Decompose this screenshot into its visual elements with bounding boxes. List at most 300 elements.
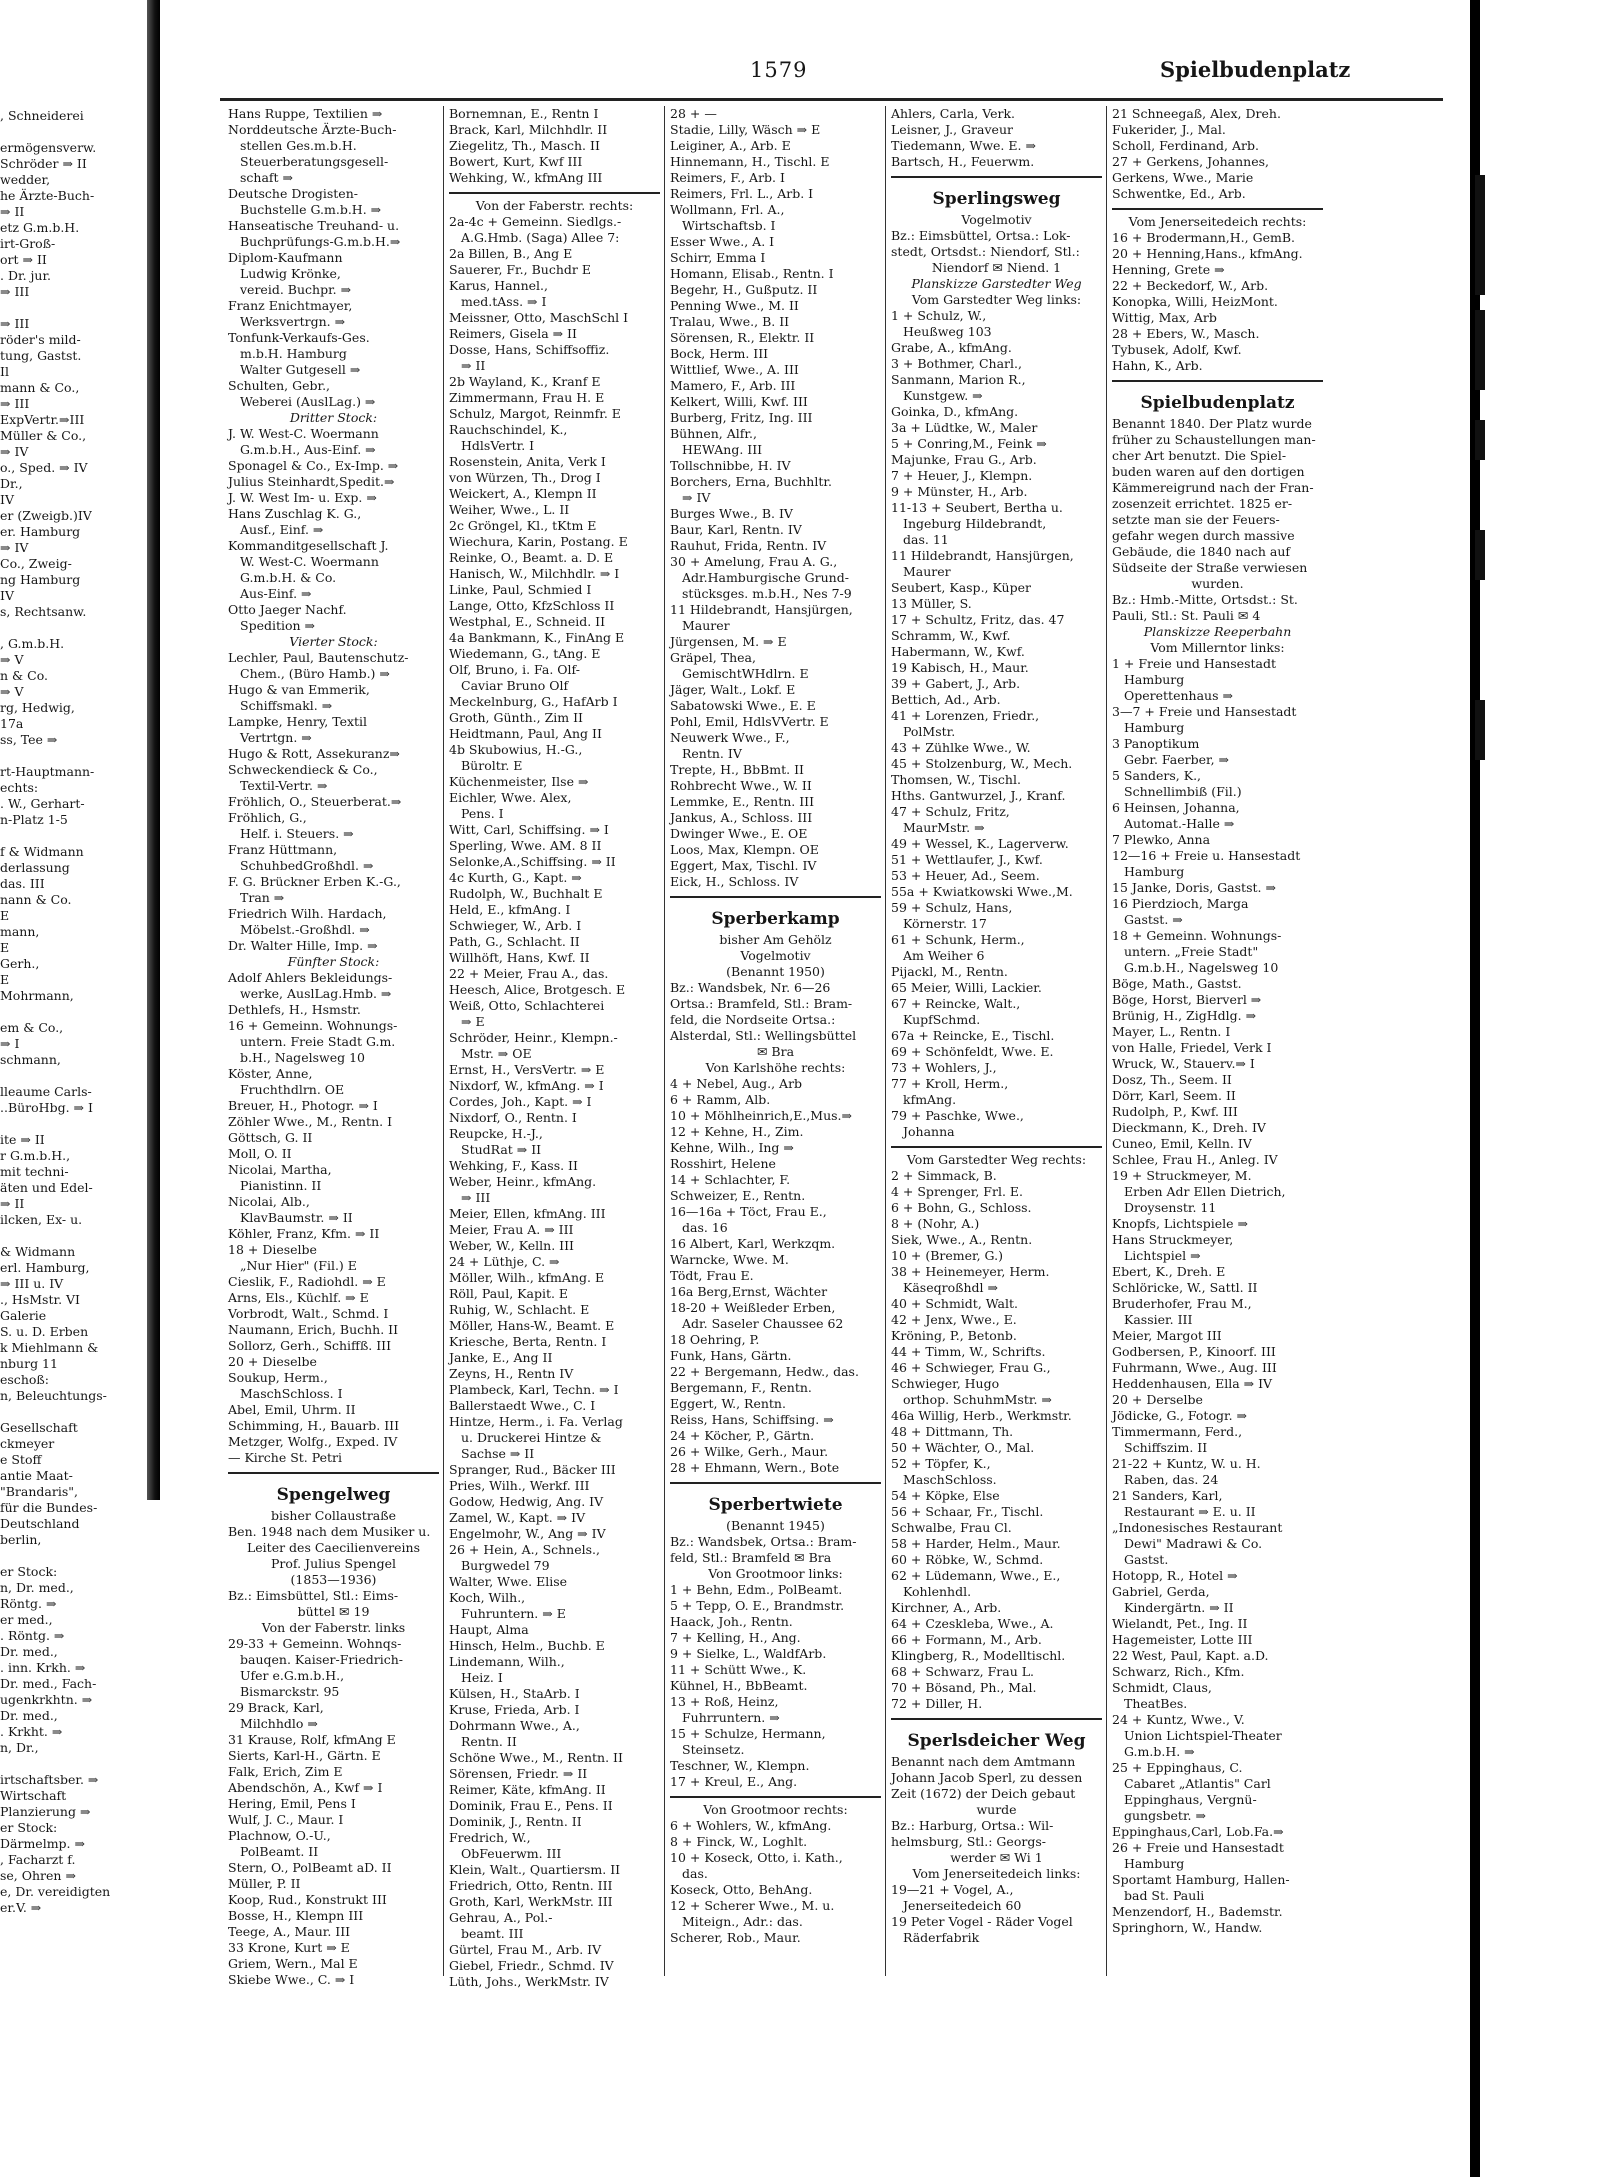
facing-page-fragment <box>0 0 160 1915</box>
directory-entry: Ebert, K., Dreh. E <box>1112 1264 1226 1279</box>
directory-entry: Eppinghaus, Vergnü- <box>1124 1792 1257 1807</box>
directory-entry: Maurer <box>682 618 730 633</box>
directory-entry: — Kirche St. Petri <box>228 1450 342 1465</box>
directory-entry: Johanna <box>903 1124 955 1139</box>
directory-entry: 28 + Ehmann, Wern., Bote <box>670 1460 840 1475</box>
directory-entry: Wruck, W., Stauerv.⇒ I <box>1112 1056 1255 1071</box>
directory-entry: 6 Heinsen, Johanna, <box>1112 800 1240 815</box>
page-edge-mark <box>1475 420 1485 460</box>
directory-column-5 <box>1112 106 1323 1976</box>
directory-entry: Pianistinn. II <box>240 1178 322 1193</box>
directory-entry: 5 + Tepp, O. E., Brandmstr. <box>670 1598 845 1613</box>
directory-entry: 3a + Lüdtke, W., Maler <box>891 420 1038 435</box>
directory-entry: Käseqroßhdl ⇒ <box>903 1280 998 1295</box>
directory-entry: das. 11 <box>903 532 949 547</box>
directory-entry: 12—16 + Freie u. Hansestadt <box>1112 848 1301 863</box>
directory-entry: Siek, Wwe., A., Rentn. <box>891 1232 1033 1247</box>
directory-entry: Hans Ruppe, Textilien ⇒ <box>228 106 383 121</box>
directory-entry: Meier, Margot III <box>1112 1328 1222 1343</box>
floor-heading: Dritter Stock: <box>289 410 378 425</box>
directory-entry: Johann Jacob Sperl, zu dessen <box>891 1770 1083 1785</box>
directory-entry: Koch, Wilh., <box>449 1590 526 1605</box>
directory-entry: Esser Wwe., A. I <box>670 234 775 249</box>
directory-entry: Fukerider, J., Mal. <box>1112 122 1226 137</box>
directory-entry: Ernst, H., VersVertr. ⇒ E <box>449 1062 605 1077</box>
directory-entry: Godow, Hedwig, Ang. IV <box>449 1494 604 1509</box>
facing-page-line: o., Sped. ⇒ IV <box>0 460 88 475</box>
directory-entry: früher zu Schaustellungen man- <box>1112 432 1316 447</box>
facing-page-line: echts: <box>0 780 39 795</box>
directory-entry: Tybusek, Adolf, Kwf. <box>1112 342 1242 357</box>
section-rule <box>228 1472 439 1474</box>
facing-page-line: mann & Co., <box>0 380 80 395</box>
directory-entry: Wehking, W., kfmAng III <box>449 170 603 185</box>
directory-entry: Adr. Saseler Chaussee 62 <box>682 1316 844 1331</box>
facing-page-line: n, Beleuchtungs- <box>0 1388 107 1403</box>
directory-entry: 14 + Schlachter, F. <box>670 1172 791 1187</box>
directory-entry: Wollmann, Frl. A., <box>670 202 785 217</box>
facing-page-line: k Miehlmann & <box>0 1340 99 1355</box>
directory-entry: Reimer, Käte, kfmAng. II <box>449 1782 606 1797</box>
floor-heading: Vierter Stock: <box>289 634 378 649</box>
directory-entry: Bühnen, Alfr., <box>670 426 757 441</box>
directory-entry: 26 + Hein, A., Schnels., <box>449 1542 600 1557</box>
facing-page-line: ckmeyer <box>0 1436 55 1451</box>
directory-entry: Majunke, Frau G., Arb. <box>891 452 1037 467</box>
facing-page-line: röder's mild- <box>0 332 81 347</box>
directory-entry: Steinsetz. <box>682 1742 745 1757</box>
directory-entry: 70 + Bösand, Ph., Mal. <box>891 1680 1037 1695</box>
directory-entry: Sierts, Karl-H., Gärtn. E <box>228 1748 381 1763</box>
section-rule <box>670 896 881 898</box>
directory-entry: 52 + Töpfer, K., <box>891 1456 991 1471</box>
directory-entry: Heddenhausen, Ella ⇒ IV <box>1112 1376 1273 1391</box>
directory-entry: Nixdorf, W., kfmAng. ⇒ I <box>449 1078 604 1093</box>
directory-entry: Dethlefs, H., Hsmstr. <box>228 1002 361 1017</box>
directory-entry: Räderfabrik <box>903 1930 980 1945</box>
facing-page-line: ⇒ V <box>0 652 24 667</box>
directory-entry: (Benannt 1945) <box>726 1518 825 1533</box>
facing-page-line: , G.m.b.H. <box>0 636 65 651</box>
directory-entry: Hanseatische Treuhand- u. <box>228 218 400 233</box>
directory-entry: 22 + Bergemann, Hedw., das. <box>670 1364 859 1379</box>
directory-entry: Weiher, Wwe., L. II <box>449 502 570 517</box>
directory-entry: Koseck, Otto, BehAng. <box>670 1882 813 1897</box>
directory-entry: Bz.: Wandsbek, Ortsa.: Bram- <box>670 1534 857 1549</box>
floor-heading: Planskizze Reeperbahn <box>1143 624 1292 639</box>
street-heading: Sperberkamp <box>711 909 840 929</box>
directory-entry: 24 + Köcher, P., Gärtn. <box>670 1428 815 1443</box>
directory-entry: Kelkert, Willi, Kwf. III <box>670 394 808 409</box>
directory-entry: 10 + Koseck, Otto, i. Kath., <box>670 1850 843 1865</box>
directory-entry: Pohl, Emil, HdlsVVertr. E <box>670 714 829 729</box>
facing-page-line: derlassung <box>0 860 70 875</box>
directory-entry: Warncke, Wwe. M. <box>670 1252 789 1267</box>
directory-entry: Gebr. Faerber, ⇒ <box>1124 752 1230 767</box>
directory-entry: Röll, Paul, Kapit. E <box>449 1286 569 1301</box>
directory-entry: gungsbetr. ⇒ <box>1124 1808 1206 1823</box>
facing-page-line: äten und Edel- <box>0 1180 93 1195</box>
directory-entry: Breuer, H., Photogr. ⇒ I <box>228 1098 378 1113</box>
directory-entry: Zimmermann, Frau H. E <box>449 390 605 405</box>
directory-entry: Hans Zuschlag K. G., <box>228 506 362 521</box>
directory-entry: Schramm, W., Kwf. <box>891 628 1011 643</box>
directory-entry: helmsburg, Stl.: Georgs- <box>891 1834 1046 1849</box>
directory-entry: Heesch, Alice, Brotgesch. E <box>449 982 626 997</box>
facing-page-line: mit techni- <box>0 1164 69 1179</box>
facing-page-line: Wirtschaft <box>0 1788 67 1803</box>
directory-entry: Lindemann, Wilh., <box>449 1654 565 1669</box>
directory-entry: Koop, Rud., Konstrukt III <box>228 1892 387 1907</box>
directory-entry: 13 Müller, S. <box>891 596 972 611</box>
directory-entry: Reimers, Gisela ⇒ II <box>449 326 577 341</box>
directory-entry: Springhorn, W., Handw. <box>1112 1920 1263 1935</box>
directory-entry: 61 + Schunk, Herm., <box>891 932 1025 947</box>
directory-entry: J. W. West-C. Woermann <box>228 426 379 441</box>
directory-entry: Witt, Carl, Schiffsing. ⇒ I <box>449 822 609 837</box>
directory-entry: Lange, Otto, KfzSchloss II <box>449 598 615 613</box>
directory-entry: Bettich, Ad., Arb. <box>891 692 1001 707</box>
directory-entry: Vom Garstedter Weg links: <box>911 292 1082 307</box>
facing-page-line: ermögensverw. <box>0 140 97 155</box>
directory-entry: 18-20 + Weißleder Erben, <box>670 1300 836 1315</box>
directory-entry: u. Druckerei Hintze & <box>461 1430 602 1445</box>
directory-entry: Sabatowski Wwe., E. E <box>670 698 816 713</box>
floor-heading: Planskizze Garstedter Weg <box>911 276 1082 291</box>
directory-entry: 60 + Röbke, W., Schmd. <box>891 1552 1044 1567</box>
directory-entry: gefahr wegen durch massive <box>1112 528 1295 543</box>
directory-entry: 17 + Kreul, E., Ang. <box>670 1774 798 1789</box>
directory-entry: ObFeuerwm. III <box>461 1846 562 1861</box>
directory-entry: Milchhdlo ⇒ <box>240 1716 318 1731</box>
section-rule <box>449 192 660 194</box>
directory-entry: 22 + Meier, Frau A., das. <box>449 966 609 981</box>
directory-entry: stücksges. m.b.H., Nes 7-9 <box>682 586 852 601</box>
directory-entry: Rohbrecht Wwe., W. II <box>670 778 812 793</box>
directory-entry: Müller, P. II <box>228 1876 301 1891</box>
directory-entry: Schmidt, Claus, <box>1112 1680 1212 1695</box>
directory-entry: Dieckmann, K., Dreh. IV <box>1112 1120 1266 1135</box>
directory-entry: Selonke,A.,Schiffsing. ⇒ II <box>449 854 616 869</box>
directory-entry: 33 Krone, Kurt ⇒ E <box>228 1940 350 1955</box>
directory-entry: von Halle, Friedel, Verk I <box>1112 1040 1272 1055</box>
directory-entry: das. 16 <box>682 1220 728 1235</box>
facing-page-line: he Ärzte-Buch- <box>0 188 95 203</box>
directory-entry: 2a-4c + Gemeinn. Siedlgs.- <box>449 214 622 229</box>
directory-entry: Weickert, A., Klempn II <box>449 486 597 501</box>
directory-entry: W. West-C. Woermann <box>240 554 379 569</box>
directory-entry: Gebäude, die 1840 nach auf <box>1112 544 1291 559</box>
directory-entry: 16 + Brodermann,H., GemB. <box>1112 230 1295 245</box>
directory-entry: Dosz, Th., Seem. II <box>1112 1072 1232 1087</box>
directory-entry: Leiter des Caecilienvereins <box>246 1540 420 1555</box>
directory-entry: Burges Wwe., B. IV <box>670 506 793 521</box>
directory-entry: 10 + Möhlheinrich,E.,Mus.⇒ <box>670 1108 852 1123</box>
facing-page-line: nann & Co. <box>0 892 72 907</box>
directory-entry: HEWAng. III <box>682 442 763 457</box>
directory-entry: 13 + Roß, Heinz, <box>670 1694 779 1709</box>
directory-entry: 26 + Wilke, Gerh., Maur. <box>670 1444 829 1459</box>
directory-entry: 12 + Scherer Wwe., M. u. <box>670 1898 835 1913</box>
directory-entry: 59 + Schulz, Hans, <box>891 900 1013 915</box>
directory-entry: Am Weiher 6 <box>903 948 985 963</box>
directory-entry: Sponagel & Co., Ex-Imp. ⇒ <box>228 458 399 473</box>
directory-entry: Baur, Karl, Rentn. IV <box>670 522 802 537</box>
directory-entry: Hans Struckmeyer, <box>1112 1232 1234 1247</box>
directory-entry: Heußweg 103 <box>903 324 992 339</box>
directory-entry: Hering, Emil, Pens I <box>228 1796 356 1811</box>
directory-entry: „Indonesisches Restaurant <box>1112 1520 1283 1535</box>
directory-entry: Caviar Bruno Olf <box>461 678 569 693</box>
street-heading: Sperbertwiete <box>708 1495 843 1515</box>
directory-entry: Ahlers, Carla, Verk. <box>891 106 1015 121</box>
directory-entry: Mstr. ⇒ OE <box>461 1046 532 1061</box>
facing-page-line: e Stoff <box>0 1452 42 1467</box>
directory-entry: G.m.b.H. ⇒ <box>1124 1744 1195 1759</box>
facing-page-line: Gerh., <box>0 956 40 971</box>
directory-entry: Zeyns, H., Rentn IV <box>449 1366 574 1381</box>
directory-entry: Hagemeister, Lotte III <box>1112 1632 1253 1647</box>
directory-entry: Wiedemann, G., tAng. E <box>449 646 601 661</box>
facing-page-line: r G.m.b.H., <box>0 1148 71 1163</box>
facing-page-line: ⇒ III <box>0 396 30 411</box>
directory-entry: 6 + Wohlers, W., kfmAng. <box>670 1818 832 1833</box>
directory-entry: 4a Bankmann, K., FinAng E <box>449 630 625 645</box>
facing-page-line: S. u. D. Erben <box>0 1324 89 1339</box>
directory-entry: 50 + Wächter, O., Mal. <box>891 1440 1035 1455</box>
directory-entry: Hinnemann, H., Tischl. E <box>670 154 830 169</box>
directory-entry: Westphal, E., Schneid. II <box>449 614 606 629</box>
directory-entry: Wittig, Max, Arb <box>1112 310 1217 325</box>
directory-entry: Begehr, H., Gußputz. II <box>670 282 818 297</box>
directory-entry: Von der Faberstr. rechts: <box>475 198 634 213</box>
directory-entry: ⇒ E <box>461 1014 485 1029</box>
directory-entry: Lechler, Paul, Bautenschutz- <box>228 650 409 665</box>
directory-entry: Vertrtgn. ⇒ <box>240 730 312 745</box>
street-heading: Sperlsdeicher Weg <box>907 1731 1086 1751</box>
directory-entry: Weber, Heinr., kfmAng. <box>449 1174 597 1189</box>
directory-entry: Zamel, W., Kapt. ⇒ IV <box>449 1510 586 1525</box>
page-edge-mark <box>1475 700 1485 760</box>
directory-entry: Möbelst.-Großhdl. ⇒ <box>240 922 370 937</box>
directory-entry: Knopfs, Lichtspiele ⇒ <box>1112 1216 1248 1231</box>
column-divider <box>664 106 665 1976</box>
directory-entry: Wehking, F., Kass. II <box>449 1158 578 1173</box>
section-rule <box>1112 208 1323 210</box>
directory-entry: bad St. Pauli <box>1124 1888 1205 1903</box>
directory-entry: Fuhrmann, Wwe., Aug. III <box>1112 1360 1277 1375</box>
directory-entry: Union Lichtspiel-Theater <box>1124 1728 1282 1743</box>
directory-entry: Kühnel, H., BbBeamt. <box>670 1678 808 1693</box>
directory-entry: Benannt 1840. Der Platz wurde <box>1112 416 1312 431</box>
directory-entry: 3—7 + Freie und Hansestadt <box>1112 704 1297 719</box>
directory-entry: 15 + Schulze, Hermann, <box>670 1726 826 1741</box>
facing-page-line: . W., Gerhart- <box>0 796 85 811</box>
directory-entry: Timmermann, Ferd., <box>1112 1424 1243 1439</box>
directory-entry: 2b Wayland, K., Kranf E <box>449 374 601 389</box>
directory-entry: Büroltr. E <box>461 758 523 773</box>
directory-entry: 58 + Harder, Helm., Maur. <box>891 1536 1061 1551</box>
facing-page-line: Müller & Co., <box>0 428 87 443</box>
directory-entry: Hinsch, Helm., Buchb. E <box>449 1638 605 1653</box>
directory-entry: SchuhbedGroßhdl. ⇒ <box>240 858 374 873</box>
directory-entry: Sanmann, Marion R., <box>891 372 1026 387</box>
directory-entry: Spranger, Rud., Bäcker III <box>449 1462 616 1477</box>
directory-entry: Rentn. IV <box>682 746 742 761</box>
directory-entry: Ballerstaedt Wwe., C. I <box>449 1398 596 1413</box>
directory-entry: Seubert, Kasp., Küper <box>891 580 1031 595</box>
directory-entry: Haupt, Alma <box>449 1622 529 1637</box>
directory-entry: 68 + Schwarz, Frau L. <box>891 1664 1034 1679</box>
directory-entry: KlavBaumstr. ⇒ II <box>240 1210 353 1225</box>
directory-entry: Jödicke, G., Fotogr. ⇒ <box>1112 1408 1248 1423</box>
directory-entry: 44 + Timm, W., Schrifts. <box>891 1344 1046 1359</box>
directory-entry: Textil-Vertr. ⇒ <box>240 778 328 793</box>
facing-page-line: , Schneiderei <box>0 108 84 123</box>
directory-entry: 41 + Lorenzen, Friedr., <box>891 708 1040 723</box>
directory-entry: MaschSchloss. <box>903 1472 997 1487</box>
directory-entry: 19 Kabisch, H., Maur. <box>891 660 1029 675</box>
directory-entry: Abel, Emil, Uhrm. II <box>228 1402 356 1417</box>
directory-entry: Godbersen, P., Kinoorf. III <box>1112 1344 1276 1359</box>
directory-entry: Rauchschindel, K., <box>449 422 568 437</box>
directory-entry: Cieslik, F., Radiohdl. ⇒ E <box>228 1274 386 1289</box>
facing-page-line: ⇒ V <box>0 684 24 699</box>
directory-entry: Schimming, H., Bauarb. III <box>228 1418 400 1433</box>
directory-entry: bisher Collaustraße <box>270 1508 396 1523</box>
directory-entry: Groth, Günth., Zim II <box>449 710 583 725</box>
directory-entry: 16 + Gemeinn. Wohnungs- <box>228 1018 398 1033</box>
directory-entry: Buchstelle G.m.b.H. ⇒ <box>240 202 382 217</box>
directory-entry: Schiffszim. II <box>1124 1440 1208 1455</box>
directory-entry: werder ✉ Wi 1 <box>950 1850 1043 1865</box>
directory-entry: G.m.b.H. & Co. <box>240 570 337 585</box>
directory-entry: Cabaret „Atlantis" Carl <box>1124 1776 1271 1791</box>
directory-entry: 4c Kurth, G., Kapt. ⇒ <box>449 870 582 885</box>
directory-entry: Hotopp, R., Hotel ⇒ <box>1112 1568 1238 1583</box>
section-rule <box>891 176 1102 178</box>
directory-entry: KupfSchmd. <box>903 1012 981 1027</box>
directory-entry: Wittlief, Wwe., A. III <box>670 362 799 377</box>
directory-entry: Dörr, Karl, Seem. II <box>1112 1088 1236 1103</box>
directory-entry: 62 + Lüdemann, Wwe., E., <box>891 1568 1061 1583</box>
directory-entry: „Nur Hier" (Fil.) E <box>240 1258 357 1273</box>
directory-entry: 17 + Schultz, Fritz, das. 47 <box>891 612 1065 627</box>
directory-entry: Gastst. <box>1124 1552 1169 1567</box>
directory-entry: PolBeamt. II <box>240 1844 319 1859</box>
facing-page-line: . inn. Krkh. ⇒ <box>0 1660 86 1675</box>
facing-page-line: Gesellschaft <box>0 1420 78 1435</box>
facing-page-line: lleaume Carls- <box>0 1084 92 1099</box>
facing-page-line: er. Hamburg <box>0 524 81 539</box>
directory-entry: (Benannt 1950) <box>726 964 825 979</box>
directory-entry: Lampke, Henry, Textil <box>228 714 368 729</box>
directory-entry: Schröder, Heinr., Klempn.- <box>449 1030 618 1045</box>
directory-entry: 8 + (Nohr, A.) <box>891 1216 980 1231</box>
directory-entry: Lemmke, E., Rentn. III <box>670 794 815 809</box>
directory-entry: Sollorz, Gerh., Schiffß. III <box>228 1338 392 1353</box>
directory-entry: Möller, Wilh., kfmAng. E <box>449 1270 605 1285</box>
directory-entry: Kassier. III <box>1124 1312 1193 1327</box>
directory-entry: Leiginer, A., Arb. E <box>670 138 791 153</box>
directory-entry: Weiß, Otto, Schlachterei <box>449 998 605 1013</box>
directory-entry: 19—21 + Vogel, A., <box>891 1882 1014 1897</box>
facing-page-line: "Brandaris", <box>0 1484 78 1499</box>
facing-page-line: ss, Tee ⇒ <box>0 732 58 747</box>
directory-entry: Hths. Gantwurzel, J., Kranf. <box>891 788 1066 803</box>
directory-entry: Goinka, D., kfmAng. <box>891 404 1019 419</box>
directory-entry: StudRat ⇒ II <box>461 1142 542 1157</box>
directory-entry: Schiffsmakl. ⇒ <box>240 698 333 713</box>
facing-page-line: , Facharzt f. <box>0 1852 76 1867</box>
section-rule <box>670 1482 881 1484</box>
directory-entry: Buchprüfungs-G.m.b.H.⇒ <box>240 234 401 249</box>
facing-page-line: Dr. med., <box>0 1644 58 1659</box>
directory-entry: Köhler, Franz, Kfm. ⇒ II <box>228 1226 380 1241</box>
directory-entry: Bz.: Hmb.-Mitte, Ortsdst.: St. <box>1112 592 1298 607</box>
directory-column-4 <box>891 106 1102 1976</box>
directory-entry: 15 Janke, Doris, Gastst. ⇒ <box>1112 880 1276 895</box>
facing-page-line: n & Co. <box>0 668 48 683</box>
directory-entry: büttel ✉ 19 <box>297 1604 370 1619</box>
directory-entry: 2 + Simmack, B. <box>891 1168 997 1183</box>
directory-entry: 46 + Schwieger, Frau G., <box>891 1360 1051 1375</box>
directory-entry: 9 + Sielke, L., WaldfArb. <box>670 1646 827 1661</box>
directory-entry: 73 + Wohlers, J., <box>891 1060 997 1075</box>
directory-entry: 55a + Kwiatkowski Wwe.,M. <box>891 884 1073 899</box>
directory-entry: Steuerberatungsgesell- <box>240 154 389 169</box>
directory-entry: Karus, Hannel., <box>449 278 548 293</box>
directory-entry: Pens. I <box>461 806 504 821</box>
directory-entry: 16 Pierdzioch, Marga <box>1112 896 1249 911</box>
directory-entry: 20 + Henning,Hans., kfmAng. <box>1112 246 1303 261</box>
facing-page-line: & Widmann <box>0 1244 76 1259</box>
directory-entry: Ziegelitz, Th., Masch. II <box>449 138 600 153</box>
facing-page-line: Mohrmann, <box>0 988 74 1003</box>
directory-entry: Burberg, Fritz, Ing. III <box>670 410 813 425</box>
directory-entry: 20 + Dieselbe <box>228 1354 317 1369</box>
directory-entry: Vom Jenerseitedeich links: <box>912 1866 1081 1881</box>
directory-entry: Tiedemann, Wwe. E. ⇒ <box>891 138 1036 153</box>
directory-entry: Plambeck, Karl, Techn. ⇒ I <box>449 1382 619 1397</box>
directory-entry: 19 + Struckmeyer, M. <box>1112 1168 1252 1183</box>
directory-entry: Tollschnibbe, H. IV <box>670 458 791 473</box>
directory-entry: 72 + Diller, H. <box>891 1696 983 1711</box>
directory-entry: Von der Faberstr. links <box>261 1620 406 1635</box>
directory-entry: 47 + Schulz, Fritz, <box>891 804 1010 819</box>
directory-entry: Bowert, Kurt, Kwf III <box>449 154 583 169</box>
directory-entry: Eick, H., Schloss. IV <box>670 874 799 889</box>
directory-entry: Reupcke, H.-J., <box>449 1126 543 1141</box>
facing-page-line: ⇒ III <box>0 316 30 331</box>
directory-entry: Restaurant ⇒ E. u. II <box>1124 1504 1256 1519</box>
directory-column-1 <box>228 106 439 1987</box>
facing-page-line: er Stock: <box>0 1820 58 1835</box>
directory-entry: Brack, Karl, Milchhdlr. II <box>449 122 608 137</box>
directory-entry: 66 + Formann, M., Arb. <box>891 1632 1042 1647</box>
directory-entry: werke, AuslLag.Hmb. ⇒ <box>240 986 392 1001</box>
directory-entry: Tödt, Frau E. <box>670 1268 754 1283</box>
directory-entry: 16a Berg,Ernst, Wächter <box>670 1284 828 1299</box>
facing-page-line: IV <box>0 492 14 507</box>
facing-page-line: Dr. med., <box>0 1708 58 1723</box>
directory-entry: Schnellimbiß (Fil.) <box>1124 784 1242 799</box>
directory-entry: 48 + Dittmann, Th. <box>891 1424 1014 1439</box>
facing-page-line: ., HsMstr. VI <box>0 1292 80 1307</box>
directory-entry: 28 + — <box>670 106 717 121</box>
section-rule <box>891 1146 1102 1148</box>
directory-entry: 69 + Schönfeldt, Wwe. E. <box>891 1044 1054 1059</box>
